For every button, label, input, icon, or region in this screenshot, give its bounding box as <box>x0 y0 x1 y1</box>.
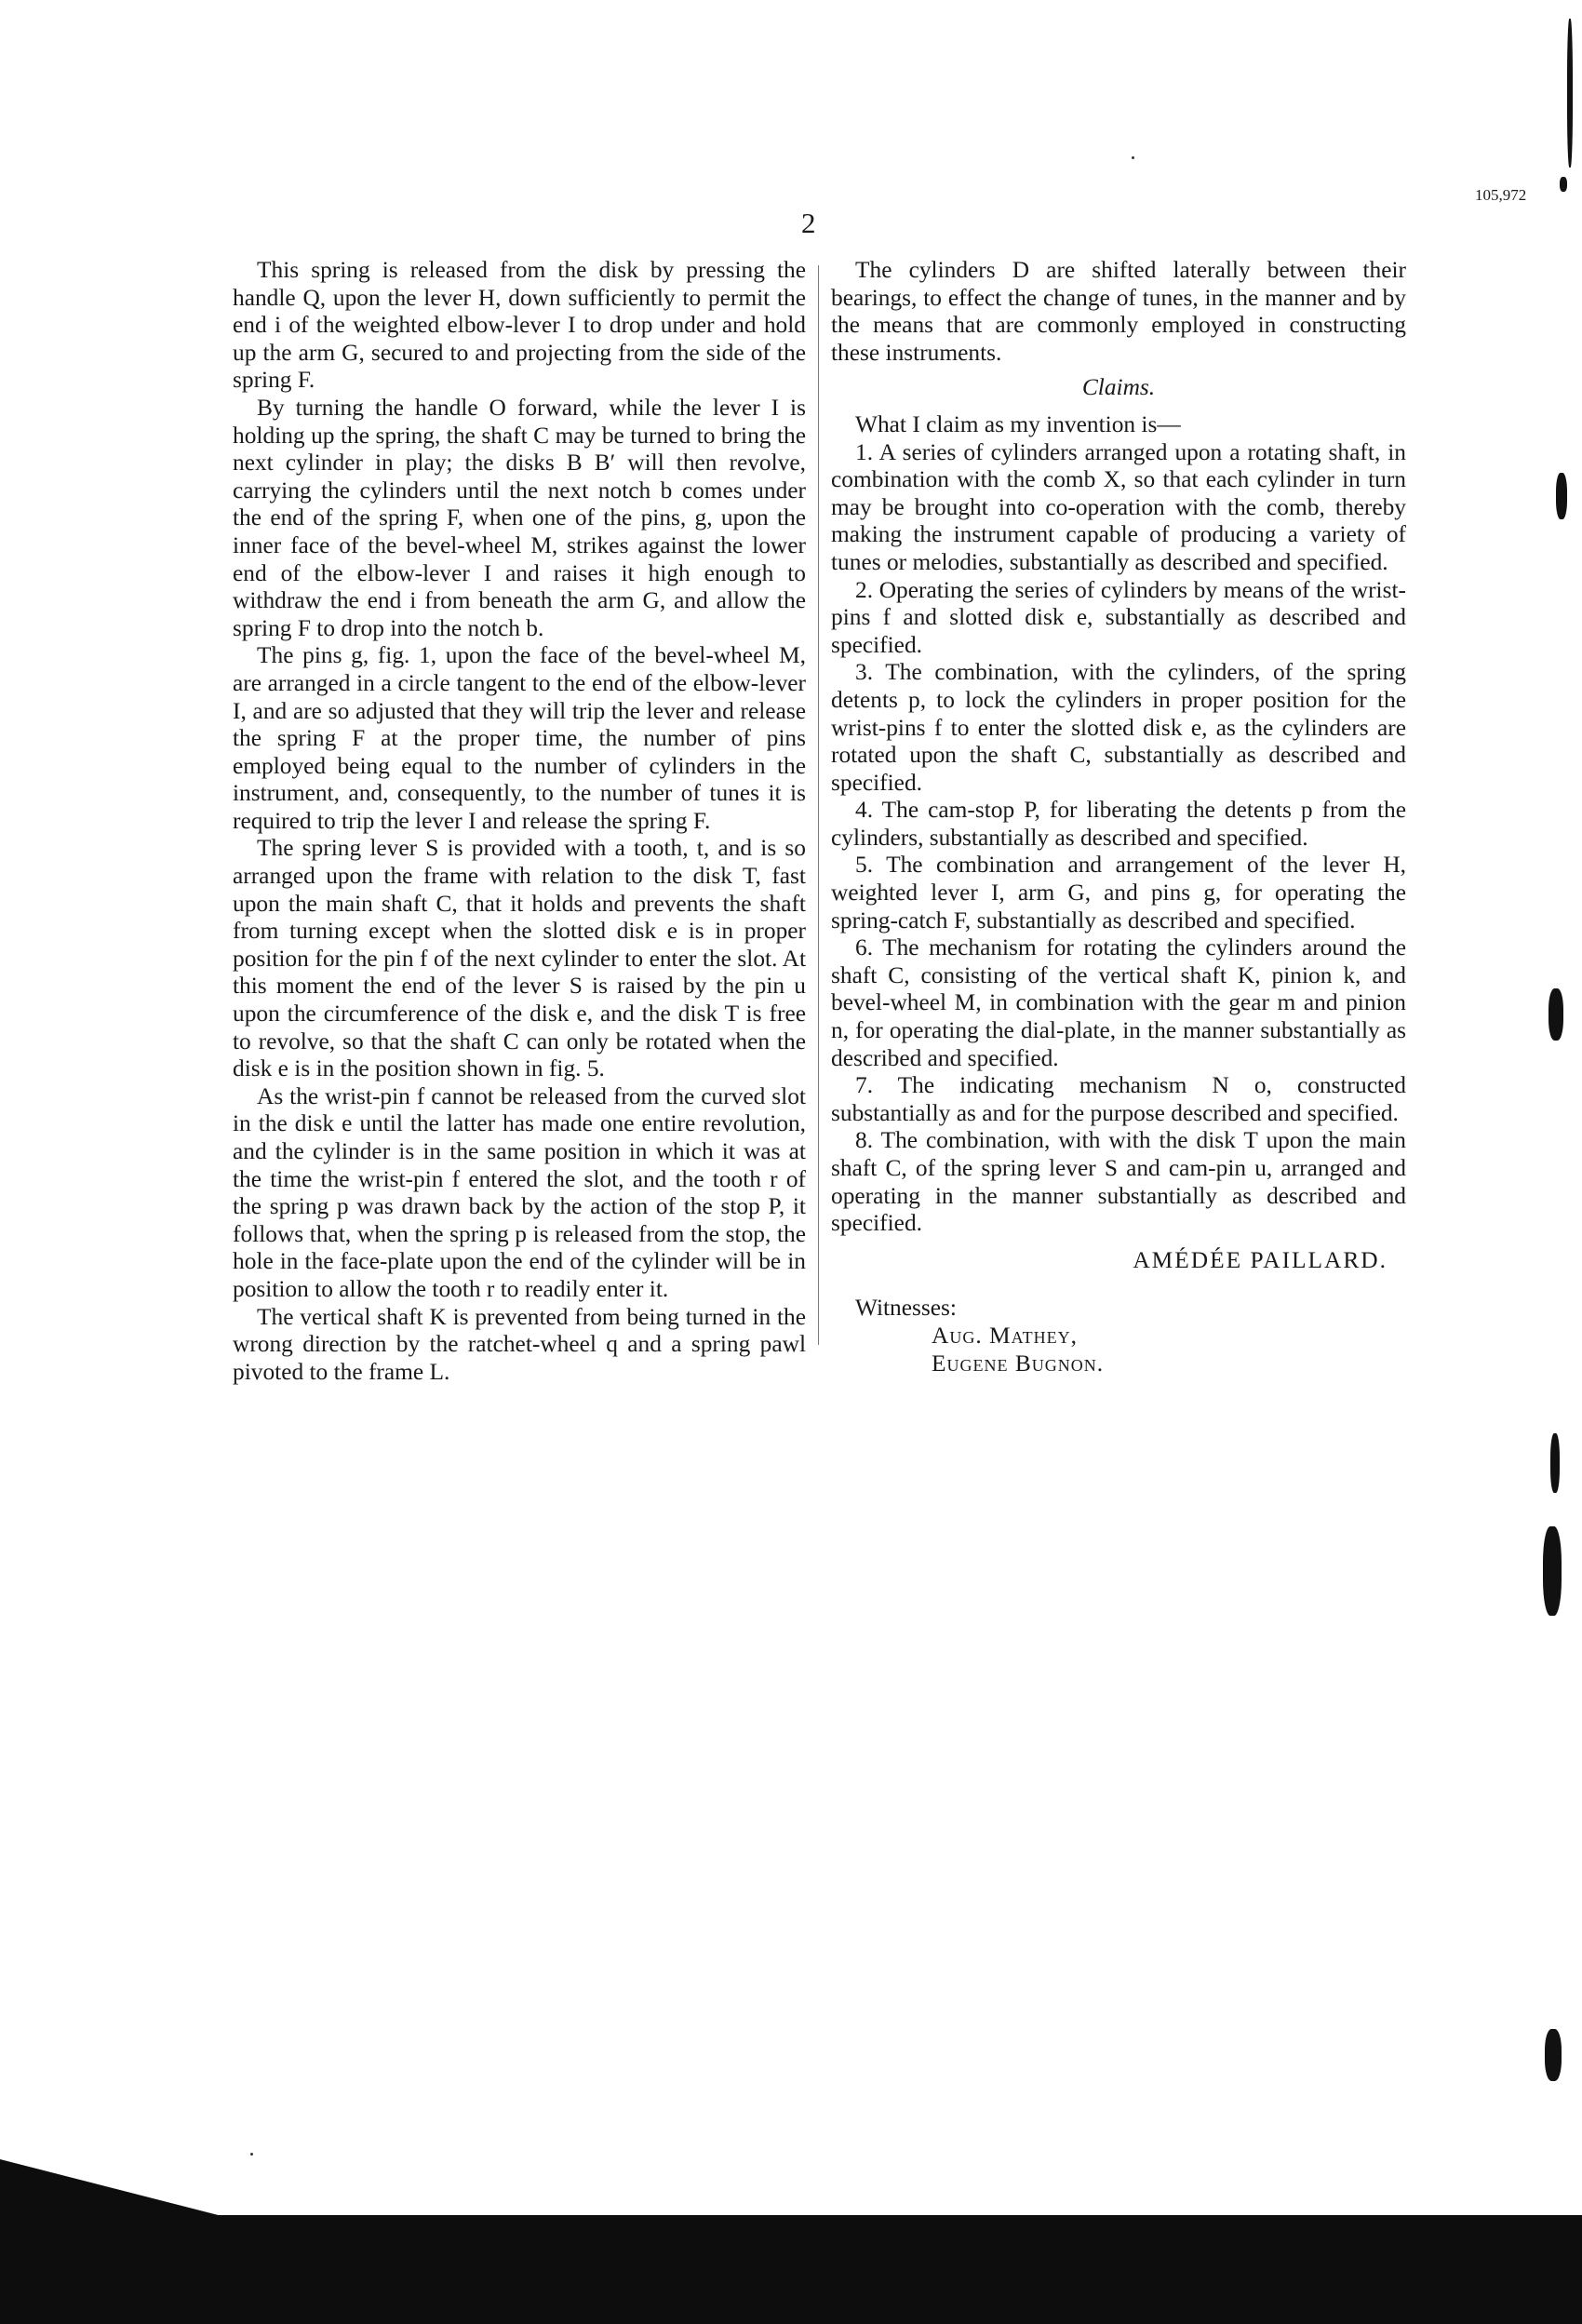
paragraph: The pins g, fig. 1, upon the face of the bevel-wheel M, are arranged in a circle tangent to the end of the elbow-lever I, and are so adjusted that they will trip the lever and release the spring F at the proper time, the number of pins employed being equal to the number of cylinders in the instrument, and, consequently, to the number of tunes it is required to trip the lever I and release the spring F. <box>233 642 806 834</box>
patent-number: 105,972 <box>1475 186 1527 204</box>
scan-edge-mark <box>1567 19 1573 168</box>
witness-name: Eugene Bugnon. <box>932 1350 1105 1377</box>
scan-speck <box>1132 156 1134 159</box>
signature: AMÉDÉE PAILLARD. <box>1133 1246 1388 1273</box>
claim: 7. The indicating mechanism N o, constructed substantially as and for the purpose described and specified. <box>831 1072 1406 1126</box>
page-number: 2 <box>801 207 816 239</box>
scan-edge-mark <box>1545 2029 1562 2081</box>
claim: 4. The cam-stop P, for liberating the detents p from the cylinders, substantially as described and specified. <box>831 797 1406 851</box>
claim: 1. A series of cylinders arranged upon a rotating shaft, in combination with the comb X, so that each cylinder in turn may be brought into co-operation with the comb, thereby making the instrument capable of producing a variety of tunes or melodies, substantially as described and specified. <box>831 438 1406 575</box>
scan-edge-mark <box>1550 1433 1560 1493</box>
claim: 3. The combination, with the cylinders, of the spring detents p, to lock the cylinders in proper position for the wrist-pins f to enter the slotted disk e, as the cylinders are rotated upon the shaft C, substantially as described and specified. <box>831 659 1406 796</box>
paragraph: The vertical shaft K is prevented from being turned in the wrong direction by the ratchet-wheel q and a spring pawl pivoted to the frame L. <box>233 1303 806 1385</box>
witnesses-label: Witnesses: <box>855 1295 957 1322</box>
scan-edge-mark <box>1543 1526 1562 1616</box>
paragraph: This spring is released from the disk by pressing the handle Q, upon the lever H, down sufficiently to permit the end i of the weighted elbow-lever I to drop under and hold up the arm G, secured to and projecting from the side of the spring F. <box>233 257 806 394</box>
paragraph: The cylinders D are shifted laterally between their bearings, to effect the change of tunes, in the manner and by the means that are commonly employed in constructing these instruments. <box>831 257 1406 366</box>
paragraph: As the wrist-pin f cannot be released from the curved slot in the disk e until the latter has made one entire revolution, and the cylinder is in the same position in which it was at the time the wrist-pin f entered the slot, and the tooth r of the spring p was drawn back by the action of the stop P, it follows that, when the spring p is released from the stop, the hole in the face-plate upon the end of the cylinder will be in position to allow the tooth r to readily enter it. <box>233 1082 806 1302</box>
claims-heading: Claims. <box>1081 374 1156 401</box>
paragraph: The spring lever S is provided with a tooth, t, and is so arranged upon the frame with relation to the disk T, fast upon the main shaft C, that it holds and prevents the shaft from turning except when the slotted disk e is in proper position for the pin f of the next cylinder to enter the slot. At this moment the end of the lever S is raised by the pin u upon the circumference of the disk e, and the disk T is free to revolve, so that the shaft C can only be rotated when the disk e is in the position shown in fig. 5. <box>233 835 806 1082</box>
scan-edge-mark <box>1556 473 1567 519</box>
claim: 6. The mechanism for rotating the cylinders around the shaft C, consisting of the vertical shaft K, pinion k, and bevel-wheel M, in combination with the gear m and pinion n, for operating the dial-plate, in the manner substantially as described and specified. <box>831 934 1406 1071</box>
witness-name: Aug. Mathey, <box>932 1322 1078 1349</box>
paragraph: By turning the handle O forward, while the lever I is holding up the spring, the shaft C may be turned to bring the next cylinder in play; the disks B B′ will then revolve, carrying the cylinders until the next notch b comes under the end of the spring F, when one of the pins, g, upon the inner face of the bevel-wheel M, strikes against the lower end of the elbow-lever I and raises it high enough to withdraw the end i from beneath the arm G, and allow the spring F to drop into the notch b. <box>233 394 806 641</box>
column-divider <box>818 265 819 1345</box>
scan-edge-mark <box>1560 177 1567 192</box>
claims-intro: What I claim as my invention is— <box>855 410 1181 437</box>
claim: 2. Operating the series of cylinders by means of the wrist-pins f and slotted disk e, substantially as described and specified. <box>831 576 1406 658</box>
scan-edge-mark <box>1548 988 1563 1041</box>
claim: 5. The combination and arrangement of the lever H, weighted lever I, arm G, and pins g, for operating the spring-catch F, substantially as described and specified. <box>831 852 1406 934</box>
right-column <box>831 257 1406 1377</box>
left-column <box>233 257 806 1386</box>
scan-bottom-bar <box>0 2215 1582 2324</box>
witnesses <box>831 1295 1406 1377</box>
claim: 8. The combination, with with the disk T upon the main shaft C, of the spring lever S and cam-pin u, arranged and operating in the manner substantially as described and specified. <box>831 1127 1406 1237</box>
scan-speck <box>250 2153 253 2156</box>
